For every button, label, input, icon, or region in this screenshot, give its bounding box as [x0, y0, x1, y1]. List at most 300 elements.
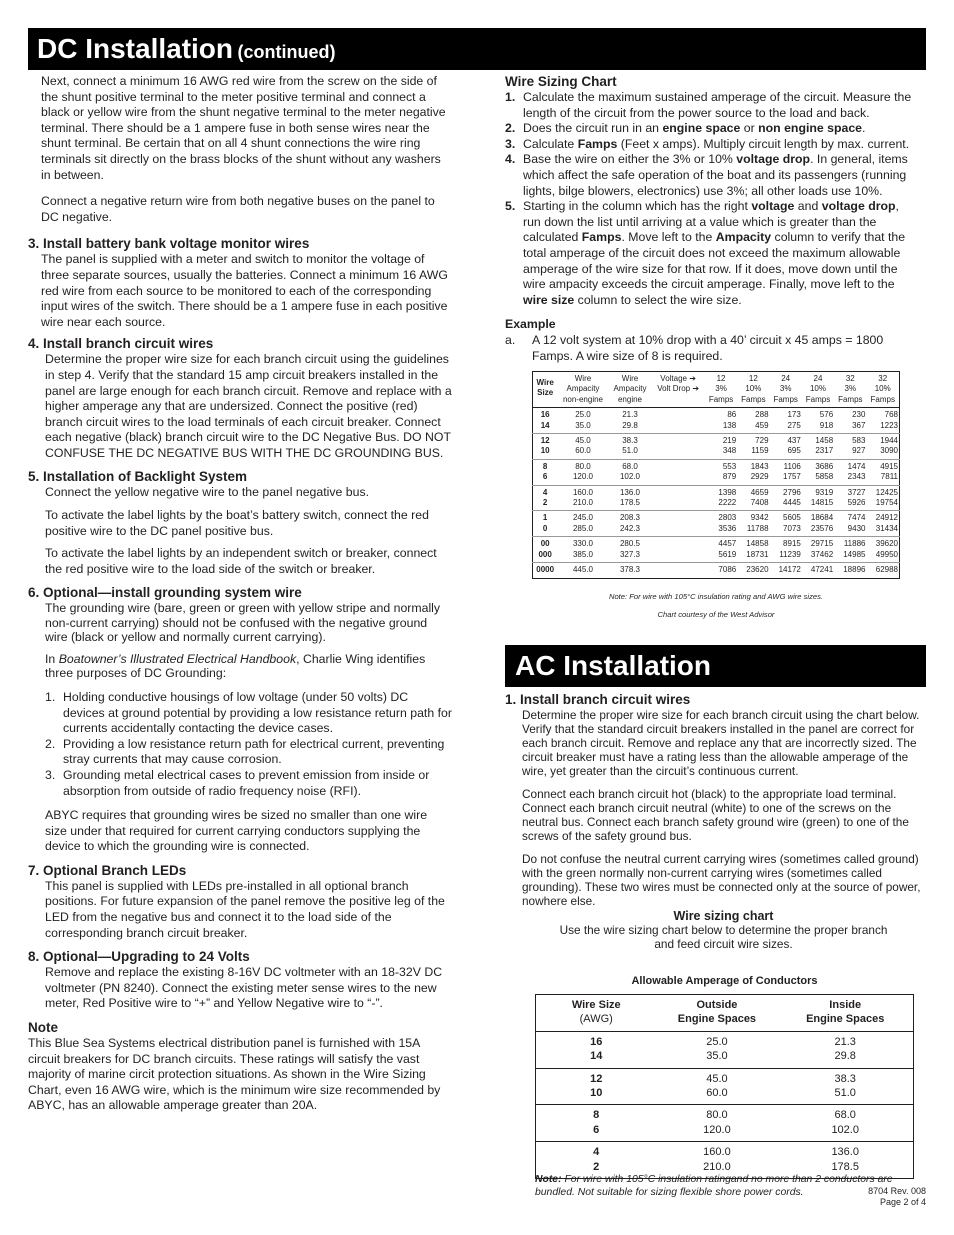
example-marker: a. — [505, 332, 516, 347]
famps-value: 3686 — [815, 461, 834, 471]
ampacity-non-engine-cell-value: 25.0 — [575, 410, 591, 420]
ac-inside-cell — [777, 1105, 913, 1142]
famps-value: 18731 — [746, 549, 769, 559]
ac-wire-size-cell — [536, 1105, 657, 1142]
voltage-spacer-cell — [651, 459, 705, 485]
h1b: 3% — [715, 384, 727, 394]
step-segment: . — [862, 121, 866, 136]
famps-value: 3090 — [880, 446, 898, 456]
right-column-top — [505, 74, 919, 364]
step-segment: column to select the wire size. — [574, 292, 742, 307]
famps-cell — [834, 563, 866, 578]
ac-wire-size-cell-value: 8 — [593, 1109, 600, 1122]
h4a: 24 — [813, 374, 823, 383]
ac-installation-banner — [505, 645, 926, 687]
wire-size-cell — [533, 537, 558, 563]
revision-label: 8704 Rev. 008 — [868, 1186, 926, 1196]
step-marker: 2. — [505, 121, 516, 136]
ac-h1a: Wire Size — [571, 999, 621, 1011]
h-an-2: Ampacity — [566, 384, 600, 394]
list-marker: 3. — [45, 767, 56, 782]
section-3-heading: 3. Install battery bank voltage monitor wires — [28, 236, 310, 252]
ac-h2a: Outside — [696, 999, 738, 1011]
ampacity-non-engine-cell — [557, 511, 608, 537]
famps-value: 1474 — [847, 461, 866, 471]
ampacity-non-engine-cell-value: 285.0 — [572, 523, 593, 533]
ampacity-engine-cell — [609, 408, 652, 434]
famps-value: 2929 — [750, 472, 769, 482]
arrow-right-icon: ➔ — [692, 384, 700, 394]
ampacity-engine-cell-value: 242.3 — [619, 523, 641, 533]
famps-cell — [802, 485, 834, 511]
step-emphasis: Ampacity — [715, 230, 772, 245]
famps-value: 7073 — [783, 523, 801, 533]
famps-value: 3727 — [847, 487, 866, 497]
list-marker: 1. — [45, 689, 56, 704]
famps-value: 367 — [852, 420, 866, 430]
ac-outside-cell — [656, 1105, 777, 1142]
step-segment: . In general, items which affect the safe operation of the boat and its passengers (running lights, bilge blowers, electronics) use 3%; all other loads use 10%. — [523, 152, 908, 198]
ampacity-non-engine-cell-value: 160.0 — [572, 487, 593, 497]
voltage-spacer-cell — [651, 563, 705, 578]
ac-inside-cell-value: 68.0 — [834, 1109, 856, 1122]
ampacity-engine-cell-value: 378.3 — [619, 565, 641, 575]
ampacity-non-engine-cell — [557, 408, 608, 434]
step-segment: (Feet x amps). Multiply circuit length by max. current. — [617, 136, 910, 151]
famps-value: 5926 — [847, 498, 866, 508]
famps-value: 138 — [722, 420, 737, 430]
famps-value: 23576 — [810, 523, 834, 533]
famps-value: 173 — [787, 410, 801, 420]
ac-outside-cell-value: 210.0 — [703, 1160, 731, 1173]
ac-amperage-table — [535, 994, 914, 1179]
famps-value: 1757 — [783, 472, 801, 482]
famps-cell — [834, 459, 866, 485]
ampacity-non-engine-cell — [557, 459, 608, 485]
step-marker: 3. — [505, 136, 516, 151]
section-6-heading: 6. Optional—install grounding system wire — [28, 585, 302, 601]
famps-cell — [737, 537, 769, 563]
ampacity-non-engine-cell-value: 330.0 — [572, 539, 593, 549]
famps-cell — [737, 459, 769, 485]
ac-wire-size-cell-value: 4 — [593, 1146, 600, 1159]
famps-cell — [737, 434, 769, 460]
ac-outside-cell-value: 120.0 — [703, 1123, 731, 1136]
famps-value: 918 — [819, 420, 834, 430]
famps-value: 5619 — [718, 549, 737, 559]
famps-value: 19754 — [875, 498, 898, 508]
famps-value: 11239 — [779, 549, 801, 559]
famps-value: 7811 — [880, 472, 898, 482]
famps-value: 2803 — [718, 513, 737, 523]
famps-cell — [802, 408, 834, 434]
wire-sizing-step — [505, 137, 919, 153]
famps-value: 86 — [727, 410, 737, 420]
famps-cell — [802, 459, 834, 485]
ac-header-outside — [656, 995, 777, 1032]
ac-wire-size-cell-value: 10 — [590, 1087, 603, 1100]
wire-size-cell-value: 00 — [540, 539, 550, 549]
famps-value: 47241 — [810, 565, 834, 575]
page-footer — [800, 1186, 926, 1208]
famps-value: 583 — [852, 436, 866, 446]
famps-cell — [705, 459, 737, 485]
h-an-1: Wire — [574, 374, 592, 383]
ac-note-label: Note: — [535, 1174, 562, 1185]
famps-value: 1398 — [718, 487, 737, 497]
famps-value: 2222 — [718, 498, 737, 508]
dc-banner-subtitle: (continued) — [237, 42, 336, 62]
h1a: 12 — [716, 374, 726, 383]
step-segment: column to verify that the total amperage of the circuit does not exceed the maximum allowable amperage of the wire size for that row. If it does, move down until the wire ampacity exceeds the circuit amperage. Finally, move left to the — [523, 230, 906, 292]
famps-cell — [802, 434, 834, 460]
famps-cell — [705, 511, 737, 537]
section-5-paragraph-2: To activate the label lights by the boat’s battery switch, connect the red positive wire to the DC panel positive bus. — [45, 508, 429, 538]
book-title: Boatowner’s Illustrated Electrical Handbook — [58, 651, 297, 666]
step-text — [523, 152, 919, 199]
famps-value: 4445 — [783, 498, 801, 508]
header-voltage — [651, 372, 705, 408]
h6c: Famps — [870, 394, 895, 404]
famps-value: 11886 — [843, 539, 866, 549]
famps-value: 348 — [722, 446, 737, 456]
wire-size-cell — [533, 408, 558, 434]
famps-cell — [770, 485, 802, 511]
famps-cell — [866, 459, 899, 485]
dc-table-note: Note: For wire with 105°C insulation rating and AWG wire sizes. — [608, 592, 824, 601]
famps-value: 729 — [755, 436, 769, 446]
wire-size-cell-value: 16 — [540, 410, 550, 420]
famps-cell — [866, 408, 899, 434]
ac-note-body: For wire with 105°C insulation ratingand no more than 2 conductors are bundled. Not suitable for sizing flexible shore power cords. — [535, 1174, 893, 1199]
famps-value: 1944 — [880, 436, 898, 446]
ampacity-engine-cell-value: 136.0 — [619, 487, 641, 497]
ac-paragraph-2: Connect each branch circuit hot (black) to the appropriate load terminal. Connect each branch circuit neutral (white) to one of the screws on the neutral bus. Connect each branch safety ground wire (green) to one of the screws of the safety ground bus. — [522, 787, 909, 843]
dc-table-body — [533, 408, 900, 578]
ac-h1b: (AWG) — [579, 1013, 613, 1026]
famps-cell — [737, 511, 769, 537]
wire-size-cell — [533, 459, 558, 485]
step-marker: 1. — [505, 90, 516, 104]
section-6-p2-end: , Charlie Wing identifies three purposes of DC Grounding: — [45, 651, 426, 681]
h3b: 3% — [779, 384, 792, 394]
famps-value: 4915 — [880, 461, 898, 471]
ac-table-body — [536, 1031, 914, 1178]
h5c: Famps — [838, 394, 863, 404]
dc-table-row — [533, 511, 900, 537]
wire-sizing-chart-heading: Wire Sizing Chart — [505, 74, 617, 89]
step-emphasis: Famps — [577, 136, 618, 151]
famps-value: 768 — [884, 410, 898, 420]
wire-size-cell-value: 1 — [542, 513, 548, 523]
ac-h3a: Inside — [829, 999, 862, 1011]
section-8-body: Remove and replace the existing 8-16V DC voltmeter with an 18-32V DC voltmeter (PN 8240). Connect the existing meter sense wires to the new meter, Red Positive wire to “+” and Yellow Negative wire to “-”. — [45, 965, 443, 1011]
famps-cell — [834, 408, 866, 434]
step-emphasis: voltage drop — [821, 199, 896, 214]
famps-cell — [802, 511, 834, 537]
ac-inside-cell — [777, 1068, 913, 1105]
example-heading: Example — [505, 317, 556, 332]
ac-wire-size-cell-value: 12 — [590, 1072, 603, 1085]
famps-cell — [737, 563, 769, 578]
ac-table-row — [536, 1031, 914, 1068]
famps-value: 9319 — [815, 487, 834, 497]
ac-outside-cell-value: 35.0 — [706, 1050, 728, 1063]
ac-outside-cell-value: 25.0 — [706, 1035, 728, 1048]
dc-banner-title: DC Installation — [37, 33, 234, 64]
step-segment: and — [794, 199, 822, 214]
h-ae-3: engine — [617, 394, 643, 404]
famps-cell — [866, 537, 899, 563]
step-marker: 4. — [505, 152, 516, 167]
section-3-body: The panel is supplied with a meter and switch to monitor the voltage of three separate sources, usually the batteries. Connect a minimum 16 AWG red wire from each source to be monitored to each of the corresponding input wires of the switch. There should be a 1 ampere fuse in each positive wire near each source. — [41, 252, 448, 329]
ac-paragraph-1: Determine the proper wire size for each branch circuit using the chart below. Verify that the standard circuit breakers installed in the panel are correct for each branch circuit. Remove and replace any that are incorrectly sized. The circuit breaker must have a rating less than the allowable amperage of the wire, yet greater than the circuit’s continuous current. — [522, 708, 920, 778]
famps-cell — [834, 434, 866, 460]
ac-wire-size-cell-value: 2 — [593, 1160, 600, 1173]
intro-paragraph-2: Connect a negative return wire from both negative buses on the panel to DC negative. — [41, 194, 435, 224]
wire-size-cell-value: 0 — [542, 523, 548, 533]
famps-cell — [770, 434, 802, 460]
voltage-spacer-cell — [651, 485, 705, 511]
famps-value: 1106 — [783, 461, 801, 471]
section-6-paragraph-2 — [28, 652, 452, 681]
ac-outside-cell-value: 80.0 — [706, 1109, 728, 1122]
section-5-paragraph-3: To activate the label lights by an independent switch or breaker, connect the red positive wire to the load side of the switch or breaker. — [45, 546, 437, 576]
famps-value: 9342 — [750, 513, 769, 523]
dc-table-row — [533, 563, 900, 578]
ac-inside-cell-value: 102.0 — [831, 1123, 859, 1136]
wire-sizing-step — [505, 121, 919, 137]
wire-size-cell-value: 6 — [542, 472, 548, 482]
wire-sizing-step — [505, 90, 919, 121]
famps-cell — [770, 563, 802, 578]
header-wire-size — [533, 372, 558, 408]
ac-inside-cell-value: 178.5 — [831, 1160, 859, 1173]
famps-value: 23620 — [746, 565, 769, 575]
wire-size-cell — [533, 485, 558, 511]
famps-value: 1159 — [751, 446, 769, 456]
ampacity-engine-cell-value: 178.5 — [619, 498, 641, 508]
ac-wire-size-cell-value: 6 — [593, 1123, 600, 1136]
famps-value: 1223 — [880, 420, 898, 430]
ampacity-engine-cell-value: 208.3 — [619, 513, 641, 523]
wire-size-cell — [533, 434, 558, 460]
h5a: 32 — [845, 374, 855, 383]
famps-value: 9430 — [847, 523, 866, 533]
wire-size-cell-value: 000 — [538, 549, 552, 559]
h6b: 10% — [874, 384, 891, 394]
step-emphasis: engine space — [662, 121, 741, 136]
step-emphasis: Famps — [581, 230, 622, 245]
step-emphasis: voltage drop — [736, 152, 811, 167]
famps-value: 18684 — [810, 513, 834, 523]
section-6-paragraph-3: ABYC requires that grounding wires be sized no smaller than one wire size under that required for current carrying conductors supplying the device to which the grounding wire is connected. — [45, 808, 428, 854]
step-segment: Does the circuit run in an — [523, 121, 663, 136]
h1c: Famps — [708, 394, 734, 404]
ac-header-wire-size — [536, 995, 657, 1032]
intro-paragraph-1: Next, connect a minimum 16 AWG red wire from the screw on the side of the shunt positive terminal to the meter positive terminal and connect a black or yellow wire from the shunt negative terminal to the meter negative terminal. There should be a 1 ampere fuse in both sense wires near the shunt terminal. Be certain that on all 4 shunt connections the wire ring terminals sit directly on the brass blocks of the shunt without any washers in between. — [41, 74, 446, 182]
famps-value: 927 — [852, 446, 866, 456]
wire-size-cell — [533, 563, 558, 578]
ampacity-non-engine-cell-value: 245.0 — [572, 513, 593, 523]
ac-section-1-heading: 1. Install branch circuit wires — [505, 692, 691, 707]
step-text — [523, 199, 919, 308]
famps-value: 4457 — [718, 539, 737, 549]
ampacity-non-engine-cell — [557, 485, 608, 511]
grounding-purposes-list — [28, 690, 452, 799]
wire-sizing-step — [505, 152, 919, 199]
ac-banner-title: AC Installation — [515, 650, 712, 681]
section-5-heading: 5. Installation of Backlight System — [28, 469, 248, 485]
h5b: 3% — [844, 384, 857, 394]
step-text — [523, 90, 919, 121]
famps-cell — [834, 511, 866, 537]
grounding-purpose-item — [28, 737, 452, 768]
ac-wire-size-cell — [536, 1031, 657, 1068]
ampacity-engine-cell-value: 280.5 — [619, 539, 641, 549]
ampacity-non-engine-cell-value: 35.0 — [575, 420, 591, 430]
ac-table-row — [536, 1105, 914, 1142]
wire-sizing-step — [505, 199, 919, 308]
famps-value: 576 — [819, 410, 834, 420]
famps-value: 24912 — [875, 513, 898, 523]
dc-table-credit: Chart courtesy of the West Advisor — [657, 610, 775, 619]
famps-cell — [705, 485, 737, 511]
famps-cell — [866, 485, 899, 511]
grounding-purpose-item — [28, 768, 452, 799]
h-ae-2: Ampacity — [613, 384, 647, 394]
famps-value: 7408 — [750, 498, 769, 508]
h3c: Famps — [773, 394, 798, 404]
note-heading: Note — [28, 1020, 58, 1036]
famps-value: 31434 — [875, 523, 898, 533]
famps-value: 7474 — [847, 513, 866, 523]
famps-value: 437 — [787, 436, 801, 446]
famps-cell — [737, 485, 769, 511]
ampacity-engine-cell — [609, 563, 652, 578]
dc-installation-banner — [28, 28, 926, 70]
ac-header-inside — [777, 995, 913, 1032]
ampacity-non-engine-cell-value: 385.0 — [572, 549, 593, 559]
ac-wire-sizing-body: Use the wire sizing chart below to determine the proper branch and feed circuit wire sizes. — [559, 923, 888, 951]
h2c: Famps — [741, 394, 766, 404]
step-segment: Calculate the maximum sustained amperage of the circuit. Measure the length of the circuit from the power source to the load and back. — [523, 90, 912, 120]
ac-outside-cell-value: 60.0 — [706, 1087, 728, 1100]
h4b: 10% — [809, 384, 826, 394]
section-6-p2-start: In — [45, 651, 59, 666]
famps-value: 2343 — [847, 472, 866, 482]
famps-value: 230 — [852, 410, 866, 420]
step-marker: 5. — [505, 199, 516, 214]
h3a: 24 — [781, 374, 791, 383]
dc-table-row — [533, 408, 900, 434]
voltage-spacer-cell — [651, 408, 705, 434]
famps-cell — [770, 459, 802, 485]
ampacity-engine-cell — [609, 434, 652, 460]
ac-table-header — [536, 995, 914, 1032]
list-marker: 2. — [45, 736, 56, 751]
famps-value: 879 — [722, 472, 737, 482]
list-text: Providing a low resistance return path for electrical current, preventing stray currents that may cause corrosion. — [63, 736, 445, 767]
h-volt: Voltage — [660, 374, 687, 383]
famps-value: 2796 — [783, 487, 801, 497]
wire-size-cell-value: 4 — [542, 487, 548, 497]
famps-value: 7086 — [718, 565, 737, 575]
ac-wire-size-cell — [536, 1068, 657, 1105]
wire-sizing-steps — [505, 90, 919, 308]
ac-table-title: Allowable Amperage of Conductors — [631, 975, 818, 987]
header-col-2 — [737, 372, 769, 408]
ac-inside-cell-value: 136.0 — [831, 1146, 859, 1159]
ampacity-engine-cell — [609, 485, 652, 511]
ampacity-engine-cell — [609, 537, 652, 563]
wire-size-cell-value: 0000 — [536, 565, 555, 575]
famps-cell — [866, 434, 899, 460]
famps-value: 3536 — [718, 523, 737, 533]
step-text — [523, 137, 919, 153]
voltage-spacer-cell — [651, 537, 705, 563]
h-ae-1: Wire — [621, 374, 639, 383]
ampacity-engine-cell — [609, 511, 652, 537]
voltage-spacer-cell — [651, 511, 705, 537]
wire-size-cell — [533, 511, 558, 537]
header-col-4 — [802, 372, 834, 408]
list-text: Grounding metal electrical cases to prevent emission from inside or absorption from outside of radio frequency noise (RFI). — [63, 767, 430, 798]
famps-value: 37462 — [810, 549, 834, 559]
famps-value: 4659 — [750, 487, 769, 497]
arrow-right-icon: ➔ — [689, 374, 696, 383]
ampacity-engine-cell-value: 38.3 — [622, 436, 638, 446]
famps-cell — [770, 511, 802, 537]
ampacity-non-engine-cell-value: 210.0 — [572, 498, 593, 508]
famps-value: 5605 — [783, 513, 801, 523]
page-number: Page 2 of 4 — [879, 1197, 926, 1207]
h-an-3: non-engine — [562, 394, 603, 404]
famps-value: 553 — [722, 461, 737, 471]
wire-size-cell-value: 10 — [540, 446, 550, 456]
famps-cell — [834, 485, 866, 511]
section-4-heading: 4. Install branch circuit wires — [28, 336, 214, 352]
h2a: 12 — [748, 374, 758, 383]
wire-size-cell-value: 14 — [540, 420, 550, 430]
famps-cell — [802, 563, 834, 578]
famps-value: 1458 — [815, 436, 834, 446]
famps-value: 49950 — [875, 549, 898, 559]
famps-cell — [770, 537, 802, 563]
h2b: 10% — [745, 384, 762, 394]
ac-h2b: Engine Spaces — [677, 1013, 757, 1026]
ac-outside-cell — [656, 1068, 777, 1105]
famps-value: 219 — [722, 436, 737, 446]
h4c: Famps — [805, 394, 831, 404]
famps-value: 288 — [755, 410, 769, 420]
famps-cell — [737, 408, 769, 434]
famps-value: 5858 — [815, 472, 834, 482]
section-5-paragraph-1: Connect the yellow negative wire to the panel negative bus. — [45, 485, 370, 500]
header-col-1 — [705, 372, 737, 408]
section-8-heading: 8. Optional—Upgrading to 24 Volts — [28, 949, 250, 965]
famps-cell — [705, 408, 737, 434]
famps-value: 1843 — [750, 461, 769, 471]
ac-inside-cell-value: 38.3 — [834, 1072, 856, 1085]
example-item — [505, 333, 919, 364]
h-ws-1: Wire — [536, 378, 554, 387]
famps-value: 14172 — [778, 565, 801, 575]
famps-value: 29715 — [810, 539, 834, 549]
header-ampacity-non-engine — [557, 372, 608, 408]
famps-value: 18896 — [843, 565, 866, 575]
famps-cell — [705, 537, 737, 563]
